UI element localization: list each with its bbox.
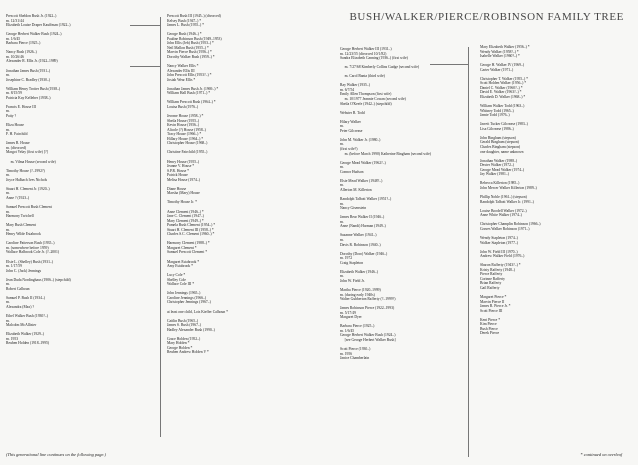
entry-line: Caroline Jennings (1966–) <box>167 295 207 300</box>
entry-line: Josiah Wear Ellis * <box>167 77 196 82</box>
entry-line: Gail Rafferty <box>480 285 500 290</box>
entry-line: Margaret Estabrook * <box>167 259 200 264</box>
connector-line <box>430 64 468 65</box>
entry-line: John Jennings (1965–) <box>167 291 201 296</box>
entry-line: Whitney Todd (1965–) <box>480 108 514 113</box>
entry-line: Anne Clement (1946–) * <box>167 209 204 214</box>
entry-line: Nancy Walker Ellis * <box>167 64 199 69</box>
entry-line: Jonathan Walker (1988–) <box>480 158 518 163</box>
entry-line: Kelsey Bush (1947–) * <box>167 18 202 23</box>
entry-line: William Prescott Bush (1964–) * <box>167 100 216 105</box>
entry-line: m. <box>6 227 10 232</box>
entry-line: Jonathan James Bush Jr. (1969–) * <box>167 86 219 91</box>
entry-line: Elsie Mead Walker (1948?–) <box>340 178 383 183</box>
continuation-note: (This generational line continues on the following page.) <box>6 452 106 457</box>
entry-line: John Prescott Ellis (1953?–) * <box>167 73 212 78</box>
entry-line: Reuben Andrew Holden V * <box>167 350 209 355</box>
column-3 <box>340 47 431 361</box>
entry-line: Kim Pierce <box>480 322 497 327</box>
entry-line: Stuart H. Clement Jr. (1920–) <box>6 186 50 191</box>
entry-line: m. 1972 <box>340 256 353 261</box>
entry-line: Prescott Sheldon Bush Jr. (1922–) <box>6 14 57 18</box>
entry-line: Nancy Gisenstein <box>340 206 367 211</box>
entry-line: Wendy Stapleton (1974–) <box>480 235 518 240</box>
entry-line: Louise Boodell Walker (1972–) <box>480 208 527 213</box>
entry-line: Hadley Alexander Bush (1990–) <box>167 327 215 332</box>
entry-line: Christopher T. Walker (1955–) * <box>480 76 528 81</box>
entry-line: Caitlin Bush (1965–) <box>167 318 199 323</box>
entry-line: Louisa Bush (1976–) <box>167 104 199 109</box>
entry-line: Anne White Walker (1974–) <box>480 213 522 218</box>
entry-line: m. 6/7/54 <box>340 87 355 92</box>
entry-line: George Mead Walker (1974–) <box>480 167 525 172</box>
entry-line: m. 1/6/45 <box>340 328 355 333</box>
entry-line: m. (during early 1940s) <box>340 292 375 297</box>
entry-line: Allerton M. Killerton <box>340 187 372 192</box>
entry-line: Christine Fairchild (1955–) <box>167 150 208 155</box>
entry-line: John W. Field III (1970–) <box>480 249 518 254</box>
entry-line: Gerald Bingham (stepson) <box>480 140 519 145</box>
entry-line: Pauline Robinson Bush (1949–1953) <box>167 36 222 41</box>
continued-overleaf-note: * continued on overleaf <box>580 452 622 457</box>
entry-line: m. Vilma House (second wife) <box>6 159 56 164</box>
entry-line: Anne ? (1923–) <box>6 195 30 200</box>
entry-line: Wendy Walker (1958?–) * <box>480 49 519 54</box>
entry-line: m. 10/1977 Jeannie Cowan (second wife) <box>340 97 406 102</box>
entry-line: m. (divorced) <box>6 145 27 150</box>
entry-line: John C. (Jack) Jennings <box>6 268 42 273</box>
entry-line: George Mead Walker (1962?–) <box>340 160 386 165</box>
entry-line: m. 1/17/59 <box>6 264 22 269</box>
entry-line: Phillip Noble (1961–) (stepson) <box>480 195 527 200</box>
entry-line: Craig Stapleton <box>340 260 364 265</box>
entry-line: Charles S.C. Clement (1960–) * <box>167 232 215 237</box>
entry-line: Peter Gilcrease <box>340 128 363 133</box>
entry-line: David E. Walker (1963?–) * <box>480 90 522 95</box>
entry-line: George Herbert Walker Bush (1924–) <box>340 333 396 338</box>
entry-line: Hillary House (1964–) * <box>167 136 204 141</box>
entry-line: Marsha (Mary) House <box>167 191 200 196</box>
entry-line: Jonathan James Bush (1931–) <box>6 68 51 73</box>
entry-line: Robert Calhoun <box>6 286 30 291</box>
entry-line: Margaret Dyer <box>340 315 362 320</box>
entry-line: [see George Herbert Walker Bush] <box>340 338 396 342</box>
entry-line: m. 10/26/46 <box>6 54 24 59</box>
entry-line: Davis R. Robinson (1940–) <box>340 242 381 247</box>
entry-line: m. <box>340 201 344 206</box>
entry-line: Caroline Patterson Bush (1935–) <box>6 241 55 246</box>
entry-line: one daughter, name unknown <box>480 149 524 154</box>
entry-line: Scott Holden Walker (1956–) * <box>480 81 527 86</box>
connector-line <box>160 17 161 437</box>
entry-line: m. 8/15/59 <box>6 91 22 96</box>
entry-line: Margaret Pierce * <box>480 295 507 300</box>
entry-line: Elizabeth Louise Draper Kauffman (1922–) <box>6 23 71 28</box>
entry-line: James L. Bush (1955–) * <box>167 23 204 28</box>
entry-line: m. <box>340 142 344 147</box>
entry-line: m. 1953 <box>6 336 19 341</box>
entry-line: Jean Duda Nordinghaus (1906–) (stepchild) <box>6 277 71 282</box>
entry-line: George Bush (1946–) * <box>167 32 202 37</box>
entry-line: Isabelle Walker (1960?–) * <box>480 54 520 59</box>
entry-line: Ethel Walker Bush (1930?–) <box>6 314 48 319</box>
entry-line: m. 1/6/45 <box>6 36 21 41</box>
entry-line: Henry Wilde Estabrook <box>6 232 41 237</box>
entry-line: Diane House <box>167 186 187 191</box>
connector-line <box>468 47 469 457</box>
entry-line: Alexander Ellis III <box>167 68 195 73</box>
entry-line: Malcolm McAllister <box>6 323 37 328</box>
entry-line: Corinne Rafferty <box>480 276 506 281</box>
entry-line: John Bingham (stepson) <box>480 135 516 140</box>
entry-line: Brian Rafferty <box>480 281 502 286</box>
entry-line: Kristy Rafferty (1948–) <box>480 267 515 272</box>
entry-line: Kent Pierce * <box>480 317 501 322</box>
entry-line: Scott Pierce III <box>480 308 503 313</box>
entry-line: Margot Velay (first wife) [?] <box>6 150 48 155</box>
entry-line: Samuel Prescott Bush Clement <box>6 204 52 209</box>
entry-line: Hilary Walker <box>340 119 361 124</box>
entry-line: Rebecca Killerton (1985–) <box>480 181 520 186</box>
entry-line: Mary Bush Clement <box>6 223 36 228</box>
entry-line: m. <box>6 73 10 78</box>
entry-line: Alicole (?) House (1958–) <box>167 127 206 132</box>
entry-line: Patrick House <box>167 173 188 178</box>
entry-line: Margaret Clement * <box>167 245 197 250</box>
entry-line: m. <box>6 173 10 178</box>
entry-line: Mary Holden * <box>167 341 190 346</box>
entry-line: Mary Elizabeth Walker (1956–) * <box>480 45 530 49</box>
entry-line: Carter Walker (1971–) <box>480 67 514 72</box>
column-1 <box>6 14 71 346</box>
entry-line: Wallace Halbrook Cole Jr. (?–2001) <box>6 250 60 255</box>
entry-line: Walker Stapleton (1977–) <box>480 240 519 245</box>
entry-line: James B. House <box>6 141 30 146</box>
entry-line: Joyce Halbach Ives Nichols <box>6 177 48 182</box>
entry-line: Suzanne Walker (1941–) <box>340 233 377 238</box>
entry-line: Stuart H. Clement III (1958–) * <box>167 227 214 232</box>
entry-line: Ray Walker (1935–) <box>340 83 370 88</box>
entry-line: Josephine C. Bradley (1930–) <box>6 77 51 82</box>
entry-line: Derek Pierce <box>480 331 500 336</box>
entry-line: George Holden * <box>167 345 193 350</box>
entry-line: Tracy House (1966–) * <box>167 132 202 137</box>
entry-line: George H. Walker IV (1969–) <box>480 63 525 68</box>
entry-line: Alexander R. Ellis Jr. (1922–1989) <box>6 59 58 64</box>
entry-line: Emily Allen Thompson (first wife) <box>340 92 392 97</box>
entry-line: Bush Pierce <box>480 326 498 331</box>
entry-line: Dexter Walker (1972–) <box>480 163 515 168</box>
entry-line: Jay Walker (1981–) <box>480 172 509 177</box>
entry-line: Sharon Rafferty (1943?–) * <box>480 263 521 268</box>
entry-line: James S. Bush (1967–) <box>167 323 202 328</box>
entry-line: Francis E. House III <box>6 104 36 109</box>
entry-line: at least one child, Lois Kieffer Calhoun * <box>167 309 228 314</box>
entry-line: Dorothy Walker Bush (1959–) * <box>167 54 215 59</box>
entry-line: Eliza House <box>6 123 24 128</box>
entry-line: Kevin House (1956–) <box>167 123 199 128</box>
entry-line: F. H. Fairchild <box>6 132 28 137</box>
entry-line: Barbara Pierce (1925–) <box>6 41 41 46</box>
entry-line: Janice Chamberlain <box>340 356 370 361</box>
entry-line: Daniel C. Walker (1960?–) * <box>480 85 523 90</box>
entry-line: m. 12/31/44 <box>6 18 24 23</box>
entry-line: Sheila O'Keefe (1942–) (stepchild) <box>340 101 392 106</box>
entry-line: Samuel P. Bush II (1934–) <box>6 295 46 300</box>
entry-line: Patricia Kay Kelleher (1938–) <box>6 95 51 100</box>
entry-line: George Herbert Walker Bush (1924–) <box>6 32 62 37</box>
entry-line: Prescott Bush III (1945–) (divorced) <box>167 14 221 18</box>
entry-line: Timothy House Jr. * <box>167 200 197 205</box>
entry-line: Pamela Bush Clement (1954–) * <box>167 223 216 228</box>
entry-line: Anne (Nandi) Harman (1949–) <box>340 224 386 229</box>
entry-line: Jarrett Tucker Gilcrease (1983–) <box>480 122 528 127</box>
entry-line: m. (somewhere before 1959) <box>6 245 49 250</box>
entry-line: Jeanne V. House * <box>167 164 195 169</box>
entry-line: Pierce Rafferty <box>480 272 503 277</box>
entry-line: m. <box>6 127 10 132</box>
entry-line: Wallace Cole III * <box>167 282 195 287</box>
entry-line: Marvin Pierce Bush (1956–) * <box>167 50 212 55</box>
entry-line: Andrew Walker Field (1976–) <box>480 254 525 259</box>
entry-line: m. <box>6 282 10 287</box>
entry-line: Christopher Champlin Robinson (1966–) <box>480 222 541 227</box>
entry-line: m. 1956 <box>340 351 353 356</box>
entry-line: m. <box>6 191 10 196</box>
entry-line: Alexandra (Max) ? <box>6 305 35 309</box>
entry-line: m. <box>6 209 10 214</box>
page-title: BUSH/WALKER/PIERCE/ROBINSON FAMILY TREE <box>349 11 624 23</box>
connector-line <box>130 66 160 67</box>
entry-line: Patty ? <box>6 114 17 119</box>
entry-line: Harmony Clement (1988–) * <box>167 241 210 246</box>
entry-line: Jamie Todd (1976–) <box>480 113 510 118</box>
entry-line: Harmony Twichell <box>6 214 34 219</box>
entry-line: Christopher House (1968–) <box>167 141 208 146</box>
entry-line: m. <box>340 183 344 188</box>
entry-line: m. <box>340 124 344 129</box>
entry-line: Scott Pierce (1930–) <box>340 347 371 352</box>
entry-line: Reuben Holden (1918–1995) <box>6 341 50 346</box>
entry-line: m. Carol Banta (third wife) <box>340 74 385 79</box>
entry-line: Elizabeth D. Walker (1968–) * <box>480 95 526 100</box>
entry-line: Marvin Pierce II <box>480 299 505 304</box>
entry-line: John Mercer Walker Killerton (1989–) <box>480 185 537 190</box>
entry-line: Melisa House (1974–) <box>167 177 200 182</box>
entry-line: Dorothy (Doro) Walker (1946–) <box>340 251 388 256</box>
entry-line: S.P.R. House * <box>167 168 190 173</box>
entry-line: Sandra Elizabeth Canning (1936–) (first wife) <box>340 56 408 61</box>
entry-line: Connor Hudson <box>340 169 364 174</box>
entry-line: Randolph Talbott Walker Jr. (1991–) <box>480 199 534 204</box>
entry-line: m. <box>340 237 344 242</box>
connector-line <box>130 25 160 26</box>
entry-line: Jane C. Clement (1947–) <box>167 214 204 219</box>
entry-line: James R. Pierce Jr. * <box>480 304 511 309</box>
entry-line: Elizabeth Walker (1929–) <box>6 332 44 337</box>
entry-line: m. <box>340 165 344 170</box>
entry-line: m. 5/17/49 <box>340 310 356 315</box>
entry-line: Nancy Bush (1926–) <box>6 50 37 55</box>
entry-line: m. <box>340 219 344 224</box>
entry-line: Elsie L. (Shelley) Bush (1931–) <box>6 259 54 264</box>
entry-line: m. 12/23/55 (divorced 10/1/82) <box>340 51 387 56</box>
entry-line: Shelley Cole <box>167 277 186 282</box>
entry-line: Jerome House (1958–) * <box>167 114 204 119</box>
entry-line: John W. Field Jr. <box>340 278 365 283</box>
entry-line: Lisa Gilcrease (1986–) <box>480 126 514 131</box>
entry-line: William Henry Trotter Bush (1938–) <box>6 86 61 91</box>
entry-line: Elizabeth Walker (1946–) <box>340 269 378 274</box>
entry-line: Samuel Prescott Clement * <box>167 250 208 255</box>
entry-line: Webster B. Todd <box>340 110 365 115</box>
entry-line: Neil Mallon Bush (1955–) * <box>167 45 209 50</box>
entry-line: Martha Pierce (1920–1999) <box>340 287 381 292</box>
entry-line: James Bear Walker II (1946–) <box>340 215 385 220</box>
entry-line: Henry House (1955–) <box>167 159 200 164</box>
entry-line: (first wife?) <box>340 147 358 152</box>
entry-line: William Hall Bush (1971–) * <box>167 91 211 96</box>
entry-line: Christopher Jennings (1967–) <box>167 300 211 305</box>
entry-line: m. (before March 1990) Katherine Bingham (second wife) <box>340 151 432 156</box>
entry-line: William Walker Todd (1963–) <box>480 104 525 109</box>
entry-line: m. <box>6 318 10 323</box>
column-2 <box>167 14 228 355</box>
entry-line: John M. Walker Jr. (1980–) <box>340 137 381 142</box>
entry-line: m. <box>6 109 10 114</box>
entry-line: Walter Gubberton Rafferty (?–1999?) <box>340 297 396 302</box>
entry-line: Charles Bingham (stepson) <box>480 145 521 150</box>
entry-line: m. <box>340 274 344 279</box>
entry-line: James Robinson Pierce (1922–1993) <box>340 306 395 311</box>
entry-line: Timothy House (?–1992?) <box>6 168 45 173</box>
column-4 <box>480 45 541 336</box>
entry-line: m. 7/27/68 Kimberly Collins Gudge (second wife) <box>340 65 420 70</box>
entry-line: m. <box>6 300 10 305</box>
entry-line: Amy Estabrook * <box>167 264 194 269</box>
entry-line: Randolph Talbott Walker (1951?–) <box>340 197 392 202</box>
entry-line: Sheila House (1955–) <box>167 118 200 123</box>
entry-line: John Ellis (Jeb) Bush (1953–) * <box>167 41 214 46</box>
entry-line: Mary Clement (1949–) * <box>167 218 204 223</box>
entry-line: Grace Holden (1952–) <box>167 336 201 341</box>
entry-line: Graves Walker Robinson (1971–) <box>480 226 530 231</box>
entry-line: Lucy Cole * <box>167 273 186 278</box>
entry-line: George Herbert Walker III (1931–) <box>340 47 392 51</box>
entry-line: Barbara Pierce (1925–) <box>340 324 375 329</box>
